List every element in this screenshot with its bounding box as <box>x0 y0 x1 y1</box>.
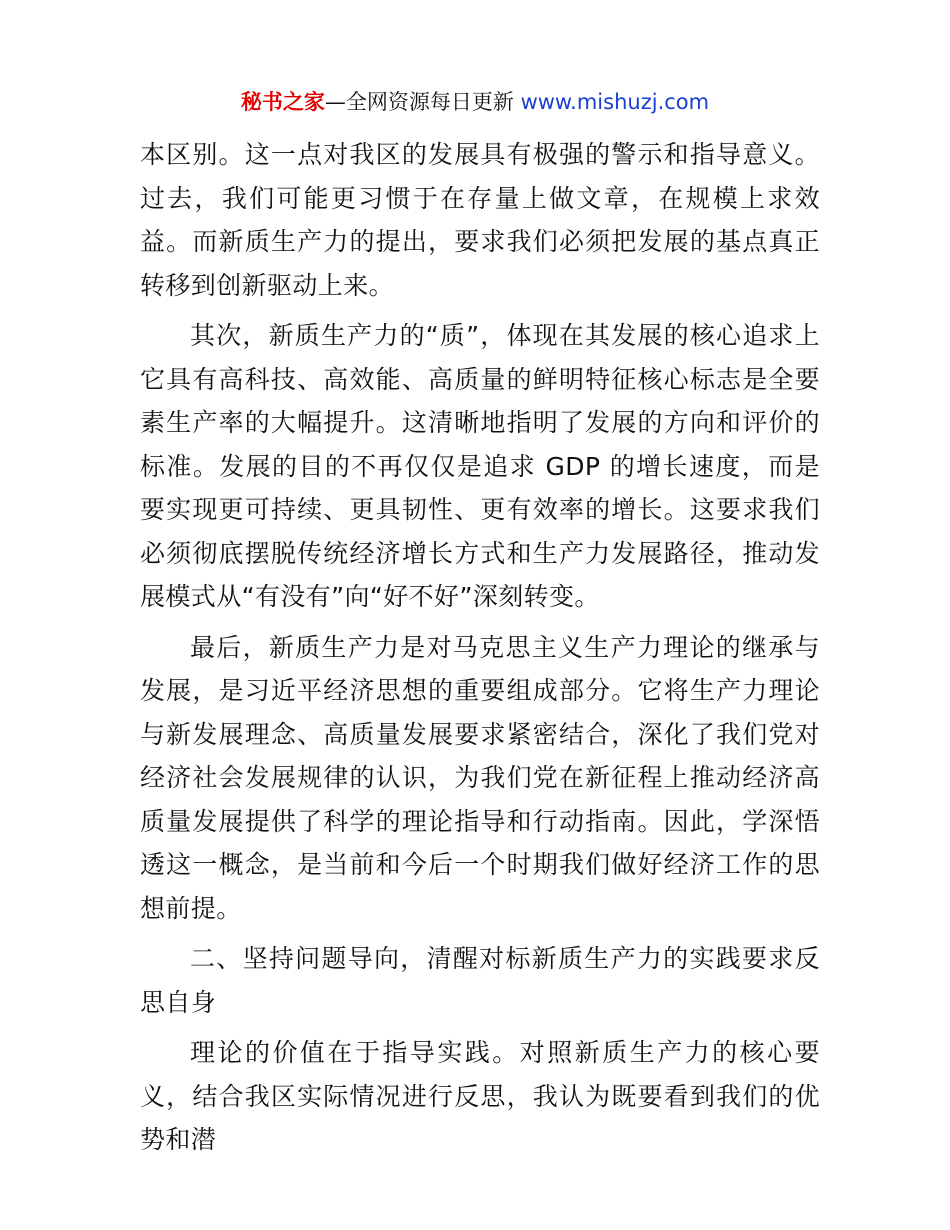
paragraph-practice-reflection: 理论的价值在于指导实践。对照新质生产力的核心要义，结合我区实际情况进行反思，我认为既要看到我们的优势和潜 <box>140 1038 820 1154</box>
document-body <box>140 133 820 1169</box>
header-tagline: —全网资源每日更新 <box>324 90 514 114</box>
page-header <box>0 88 950 116</box>
brand-name: 秘书之家 <box>240 90 325 114</box>
paragraph-second-point: 其次，新质生产力的“质”，体现在其发展的核心追求上它具有高科技、高效能、高质量的鲜明特征核心标志是全要素生产率的大幅提升。这清晰地指明了发展的方向和评价的标准。发展的目的不再仅仅是追求 GDP 的增长速度，而是要实现更可持续、更具韧性、更有效率的增长。这要求我们必须彻底摆脱传统经济增长方式和生产力发展路径，推动发展模式从“有没有”向“好不好”深刻转变。 <box>140 321 820 611</box>
section-heading: 二、坚持问题导向，清醒对标新质生产力的实践要求反思自身 <box>140 944 820 1017</box>
paragraph-continuation: 本区别。这一点对我区的发展具有极强的警示和指导意义。过去，我们可能更习惯于在存量上做文章，在规模上求效益。而新质生产力的提出，要求我们必须把发展的基点真正转移到创新驱动上来。 <box>140 140 820 300</box>
paragraph-third-point: 最后，新质生产力是对马克思主义生产力理论的继承与发展，是习近平经济思想的重要组成部分。它将生产力理论与新发展理念、高质量发展要求紧密结合，深化了我们党对经济社会发展规律的认识，为我们党在新征程上推动经济高质量发展提供了科学的理论指导和行动指南。因此，学深悟透这一概念，是当前和今后一个时期我们做好经济工作的思想前提。 <box>140 632 820 923</box>
site-url-link[interactable]: www.mishuzj.com <box>513 90 710 114</box>
